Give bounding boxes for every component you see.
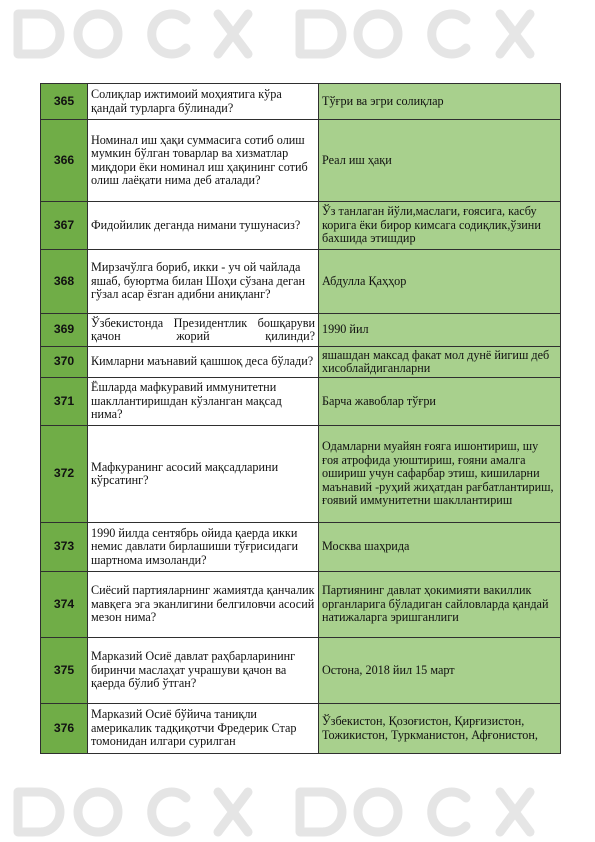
answer-cell: 1990 йил bbox=[319, 314, 561, 347]
row-number: 367 bbox=[41, 202, 88, 250]
table-row bbox=[41, 250, 561, 314]
answer-cell: Остона, 2018 йил 15 март bbox=[319, 638, 561, 704]
row-number: 375 bbox=[41, 638, 88, 704]
question-cell: Сиёсий партияларнинг жамиятда қанчалик мавқега эга эканлигини белгиловчи асосий мезон нима? bbox=[88, 572, 319, 638]
table-row bbox=[41, 638, 561, 704]
answer-cell: Ўзбекистон, Қозоғистон, Қирғизистон, Тожикистон, Туркманистон, Афғонистон, bbox=[319, 704, 561, 754]
answer-cell: Тўғри ва эгри солиқлар bbox=[319, 84, 561, 120]
question-cell: Номинал иш ҳақи суммасига сотиб олиш мумкин бўлган товарлар ва хизматлар миқдори ёки номинал иш ҳақининг сотиб олиш лаёқати нима деб аталади? bbox=[88, 120, 319, 202]
answer-cell: яшашдан максад факат мол дунё йигиш деб хисоблайдиганларни bbox=[319, 347, 561, 378]
answer-cell: Реал иш ҳақи bbox=[319, 120, 561, 202]
question-cell: Кимларни маънавий қашшоқ деса бўлади? bbox=[88, 347, 319, 378]
answer-cell: Ўз танлаган йўли,маслаги, ғоясига, касбу корига ёки бирор кимсага содиқлик,ўзини бахшида этишдир bbox=[319, 202, 561, 250]
question-cell: Мирзачўлга бориб, икки - уч ой чайлада яшаб, буюртма билан Шоҳи сўзана деган гўзал асар ёзган адибни аниқланг? bbox=[88, 250, 319, 314]
table-row bbox=[41, 523, 561, 572]
question-cell: Фидойилик деганда нимани тушунасиз? bbox=[88, 202, 319, 250]
table-row bbox=[41, 84, 561, 120]
questions-table bbox=[40, 83, 561, 754]
row-number: 371 bbox=[41, 378, 88, 426]
question-cell: Ёшларда мафкуравий иммунитетни шакллантиришдан кўзланган мақсад нима? bbox=[88, 378, 319, 426]
question-cell: Ўзбекистонда Президентлик бошқаруви қачон жорий қилинди? bbox=[88, 314, 319, 347]
question-cell: Марказий Осиё бўйича таниқли америкалик тадқиқотчи Фредерик Стар томонидан илгари сурилган bbox=[88, 704, 319, 754]
table-row bbox=[41, 572, 561, 638]
question-cell: Солиқлар ижтимоий моҳиятига кўра қандай турларга бўлинади? bbox=[88, 84, 319, 120]
table-row bbox=[41, 704, 561, 754]
row-number: 373 bbox=[41, 523, 88, 572]
answer-cell: Абдулла Қаҳҳор bbox=[319, 250, 561, 314]
table-row bbox=[41, 120, 561, 202]
row-number: 376 bbox=[41, 704, 88, 754]
row-number: 368 bbox=[41, 250, 88, 314]
row-number: 372 bbox=[41, 426, 88, 523]
question-cell: Мафкуранинг асосий мақсадларини кўрсатинг? bbox=[88, 426, 319, 523]
row-number: 370 bbox=[41, 347, 88, 378]
answer-cell: Москва шаҳрида bbox=[319, 523, 561, 572]
table-row bbox=[41, 426, 561, 523]
question-cell: 1990 йилда сентябрь ойида қаерда икки немис давлати бирлашиши тўғрисидаги шартнома имзоланди? bbox=[88, 523, 319, 572]
table-row bbox=[41, 378, 561, 426]
row-number: 374 bbox=[41, 572, 88, 638]
row-number: 369 bbox=[41, 314, 88, 347]
answer-cell: Партиянинг давлат ҳокимияти вакиллик органларига бўладиган сайловларда қандай натижаларга эришганлиги bbox=[319, 572, 561, 638]
table-row bbox=[41, 347, 561, 378]
table-row bbox=[41, 314, 561, 347]
question-cell: Марказий Осиё давлат раҳбарларининг биринчи маслаҳат учрашуви қачон ва қаерда бўлиб ўтган? bbox=[88, 638, 319, 704]
row-number: 366 bbox=[41, 120, 88, 202]
answer-cell: Барча жавоблар тўғри bbox=[319, 378, 561, 426]
answer-cell: Одамларни муайян ғояга ишонтириш, шу ғоя атрофида уюштириш, ғояни амалга ошириш учун сафарбар этиш, кишиларни маънавий -руҳий жиҳатдан рағбатлантириш, ғоявий иммунитетни шакллантириш bbox=[319, 426, 561, 523]
table-row bbox=[41, 202, 561, 250]
row-number: 365 bbox=[41, 84, 88, 120]
